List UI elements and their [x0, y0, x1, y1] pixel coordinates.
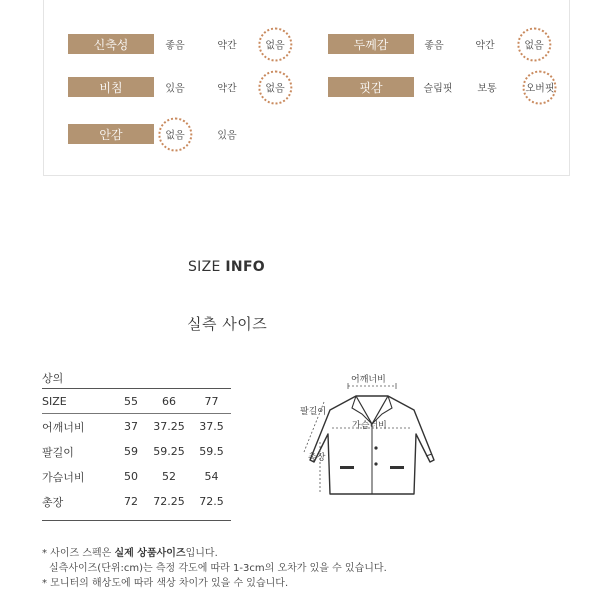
fit-label: 핏감	[328, 77, 414, 97]
sheer-option-none-selected: 없음	[265, 80, 284, 95]
size-info-title-plain: SIZE	[188, 259, 221, 275]
note-text: 입니다.	[185, 548, 218, 559]
note-line-3: * 모니터의 해상도에 따라 색상 차이가 있을 수 있습니다.	[42, 578, 289, 589]
table-row	[42, 439, 231, 464]
stretch-option-none-selected: 없음	[265, 37, 284, 52]
sheer-option-slight: 약간	[217, 83, 237, 95]
cell: 50	[124, 470, 138, 483]
diagram-label-sleeve: 팔길이	[300, 407, 327, 417]
sheer-option-yes: 있음	[165, 83, 185, 95]
header-size: SIZE	[42, 394, 67, 408]
thickness-option-none-selected: 없음	[524, 37, 543, 52]
size-table-section: 상의	[42, 372, 64, 385]
thickness-label: 두께감	[328, 34, 414, 54]
cell: 54	[204, 470, 219, 483]
thickness-option-slight: 약간	[475, 40, 495, 52]
diagram-label-chest: 가슴너비	[352, 421, 387, 431]
note-line-1	[42, 546, 387, 561]
cell: 72.25	[153, 495, 185, 508]
cell: 52	[162, 470, 176, 483]
lining-option-yes: 있음	[217, 130, 237, 142]
note-emphasis: 실제 상품사이즈	[114, 548, 186, 559]
cell: 59.5	[199, 445, 224, 458]
row-label: 총장	[42, 495, 64, 509]
size-info-title	[188, 259, 265, 275]
cell: 72	[124, 495, 138, 508]
header-66: 66	[162, 394, 176, 408]
note-text: 실측사이즈(단위:cm)는 측정 각도에 따라 1-3cm의	[49, 563, 278, 574]
stretch-option-good: 좋음	[165, 40, 185, 52]
fit-option-regular: 보통	[477, 83, 497, 95]
fit-option-over-selected: 오버핏	[526, 80, 555, 95]
header-55: 55	[124, 394, 138, 408]
measured-size-title: 실측 사이즈	[187, 315, 268, 333]
cell: 59	[124, 445, 138, 458]
diagram-label-length: 총장	[308, 453, 326, 463]
diagram-label-shoulder: 어깨너비	[351, 375, 386, 385]
lining-label: 안감	[68, 124, 154, 144]
note-text: * 사이즈 스펙은	[42, 548, 115, 559]
sheer-label: 비침	[68, 77, 154, 97]
cell: 37	[124, 420, 138, 433]
lining-option-none-selected: 없음	[165, 127, 184, 142]
thickness-option-good: 좋음	[424, 40, 444, 52]
jacket-measurement-diagram	[296, 368, 448, 508]
cell: 72.5	[199, 495, 224, 508]
row-label: 어깨너비	[42, 420, 85, 434]
table-row	[42, 414, 231, 439]
size-notes	[42, 546, 387, 591]
stretch-label: 신축성	[68, 34, 154, 54]
cell: 37.5	[199, 420, 224, 433]
fit-option-slim: 슬림핏	[423, 83, 453, 95]
row-label: 가슴너비	[42, 470, 85, 484]
header-77: 77	[204, 394, 219, 408]
size-table-bottom-rule	[42, 520, 231, 521]
jacket-illustration	[296, 368, 448, 508]
cell: 37.25	[153, 420, 185, 433]
table-row	[42, 489, 231, 514]
table-row	[42, 464, 231, 489]
note-line-2	[42, 561, 387, 576]
stretch-option-slight: 약간	[217, 40, 237, 52]
cell: 59.25	[153, 445, 185, 458]
size-table-header	[42, 389, 231, 413]
size-info-title-bold: INFO	[225, 259, 266, 275]
size-table	[42, 370, 231, 521]
note-text: 오차가 있을 수 있습니다.	[277, 563, 387, 574]
row-label: 팔길이	[42, 445, 74, 459]
